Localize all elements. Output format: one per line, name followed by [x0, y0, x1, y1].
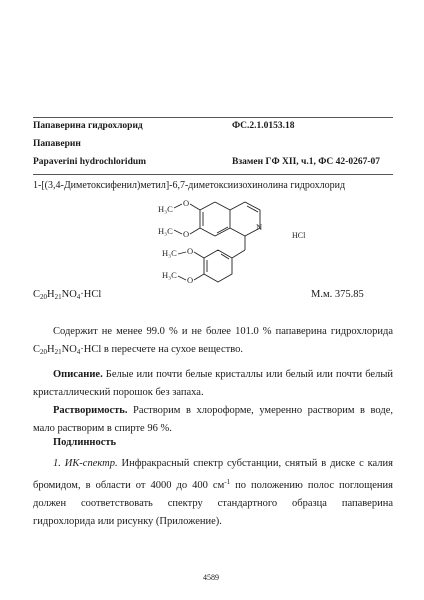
ir-label: 1. ИК-спектр.	[53, 458, 118, 469]
formula-no: NO	[61, 289, 77, 300]
replaces-note: Взамен ГФ XII, ч.1, ФС 42-0267-07	[232, 157, 380, 167]
name-latin: Papaverini hydrochloridum	[33, 157, 147, 167]
description-label: Описание.	[53, 369, 103, 380]
content-h: H	[47, 344, 55, 355]
chemical-name: 1-[(3,4-Диметоксифенил)метил]-6,7-диметоксиизохинолина гидрохлорид	[33, 180, 346, 191]
solubility-label: Растворимость.	[53, 405, 128, 416]
structure-h3c-2: H₃C	[158, 226, 173, 236]
formula-c-sub: 20	[40, 293, 48, 301]
content-text-1: Содержит не менее 99.0 % и не более 101.0 % папаверина гидрохлорида C	[33, 326, 393, 355]
page-number: 4589	[203, 573, 219, 582]
content-h-sub: 21	[54, 348, 62, 356]
formula-c: C	[33, 289, 41, 300]
structure-n: N	[256, 222, 263, 232]
name-ru: Папаверина гидрохлорид	[33, 121, 143, 131]
structure-h3c-4: H₃C	[162, 270, 177, 280]
formula-o-sub: 4	[76, 293, 81, 301]
monograph-code: ФС.2.1.0153.18	[232, 121, 295, 131]
ir-text-b: по положению полос поглощения должен соответствовать спектру стандартного образца папаверина гидрохлорида или рисунку (Приложение).	[33, 480, 393, 527]
formula-salt: ·HCl	[80, 289, 102, 300]
content-text-2: ·HCl в пересчете на сухое вещество.	[80, 344, 243, 355]
structural-formula	[0, 190, 424, 290]
structure-h3c-3: H₃C	[162, 248, 177, 258]
header-bottom-rule	[33, 174, 393, 175]
structure-o-2: O	[183, 229, 190, 239]
structure-o-4: O	[187, 275, 194, 285]
description-text: Белые или почти белые кристаллы или белый или почти белый кристаллический порошок без запаха.	[33, 369, 393, 398]
header-top-rule	[33, 117, 393, 118]
content-paragraph	[33, 323, 393, 361]
molecular-formula	[33, 289, 101, 301]
content-o-sub: 4	[76, 348, 81, 356]
molar-mass: М.м. 375.85	[311, 289, 364, 300]
content-no: NO	[61, 344, 77, 355]
structure-hcl: HCl	[292, 231, 306, 240]
synonym-ru: Папаверин	[33, 139, 81, 149]
description-paragraph	[33, 366, 393, 402]
ir-text-a: Инфракрасный спектр субстанции, снятый в диске с калия бромидом, в области от 4000 до 400 см	[33, 458, 393, 491]
ir-superscript: -1	[224, 478, 231, 486]
solubility-text: Растворим в хлороформе, умеренно растворим в воде, мало растворим в спирте 96 %.	[33, 405, 393, 434]
structure-o-1: O	[183, 198, 190, 208]
structure-h3c-1: H₃C	[158, 204, 173, 214]
structure-o-3: O	[187, 246, 194, 256]
content-c-sub: 20	[40, 348, 48, 356]
solubility-paragraph	[33, 402, 393, 438]
identity-heading: Подлинность	[53, 437, 117, 448]
formula-h: H	[47, 289, 55, 300]
identity-ir-paragraph	[33, 455, 393, 531]
formula-h-sub: 21	[54, 293, 62, 301]
